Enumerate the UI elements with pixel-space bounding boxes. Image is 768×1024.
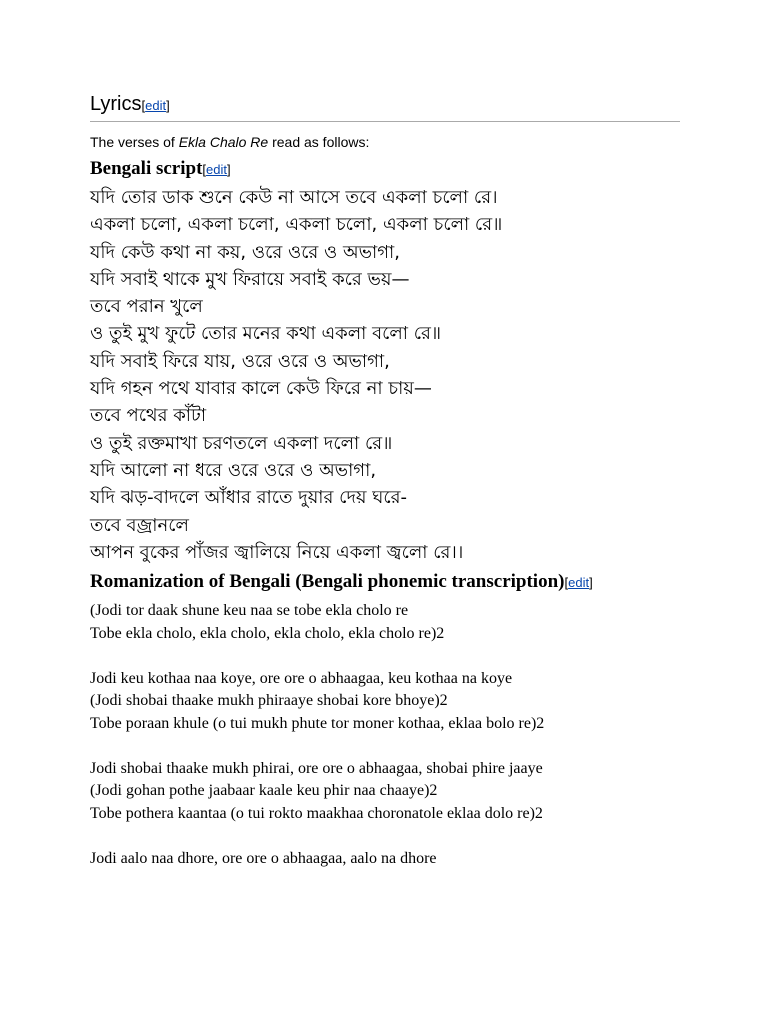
romanized-lyric-line: Jodi aalo naa dhore, ore ore o abhaagaa, aalo na dhore bbox=[90, 849, 437, 867]
song-title: Ekla Chalo Re bbox=[178, 134, 269, 150]
bengali-lyric-line: ও তুই মুখ ফুটে তোর মনের কথা একলা বলো রে॥ bbox=[90, 323, 442, 345]
bengali-lyric-line: একলা চলো, একলা চলো, একলা চলো, একলা চলো রে॥ bbox=[90, 214, 503, 236]
bengali-lyric-line: যদি তোর ডাক শুনে কেউ না আসে তবে একলা চলো রে। bbox=[90, 187, 498, 208]
stanza-break bbox=[90, 735, 680, 758]
romanized-lyrics bbox=[90, 600, 680, 870]
bengali-lyric-line: ও তুই রক্তমাখা চরণতলে একলা দলো রে॥ bbox=[90, 432, 393, 454]
intro-suffix: read as follows: bbox=[268, 134, 370, 150]
bengali-script-heading-text: Bengali script bbox=[90, 158, 203, 179]
bengali-lyric-line: আপন বুকের পাঁজর জ্বালিয়ে নিয়ে একলা জ্বলো রে।। bbox=[90, 541, 464, 563]
lyrics-edit-link[interactable]: edit bbox=[145, 98, 167, 113]
romanized-lyric-line: (Jodi tor daak shune keu naa se tobe ekla cholo re bbox=[90, 602, 409, 620]
romanization-edit-section: [edit] bbox=[564, 575, 593, 591]
bengali-edit-link[interactable]: edit bbox=[206, 162, 228, 177]
romanized-lyric-line: (Jodi shobai thaake mukh phiraaye shobai kore bhoye)2 bbox=[90, 692, 448, 710]
bengali-lyric-line: যদি ঝড়-বাদলে আঁধার রাতে দুয়ার দেয় ঘরে- bbox=[90, 487, 407, 509]
lyrics-heading bbox=[90, 92, 680, 122]
bengali-lyric-line: যদি কেউ কথা না কয়, ওরে ওরে ও অভাগা, bbox=[90, 241, 400, 263]
bengali-lyric-line: তবে বজ্রানলে bbox=[90, 514, 189, 536]
romanized-lyric-line: (Jodi gohan pothe jaabaar kaale keu phir naa chaaye)2 bbox=[90, 782, 438, 800]
romanized-lyric-line: Jodi keu kothaa naa koye, ore ore o abhaagaa, keu kothaa na koye bbox=[90, 669, 513, 687]
intro-paragraph bbox=[90, 134, 680, 151]
bengali-lyrics bbox=[90, 184, 680, 566]
bengali-lyric-line: তবে পরান খুলে bbox=[90, 296, 203, 318]
lyrics-heading-text: Lyrics bbox=[90, 93, 142, 115]
romanization-edit-link[interactable]: edit bbox=[568, 575, 590, 591]
article-content bbox=[90, 92, 680, 870]
romanized-lyric-line: Tobe poraan khule (o tui mukh phute tor moner kothaa, eklaa bolo re)2 bbox=[90, 714, 545, 732]
romanized-lyric-line: Tobe pothera kaantaa (o tui rokto maakhaa choronatole eklaa dolo re)2 bbox=[90, 804, 543, 822]
romanization-heading-text: Romanization of Bengali (Bengali phonemic transcription) bbox=[90, 571, 565, 593]
romanization-heading bbox=[90, 570, 680, 595]
bengali-lyric-line: যদি সবাই থাকে মুখ ফিরায়ে সবাই করে ভয়— bbox=[90, 268, 410, 290]
bengali-lyric-line: যদি সবাই ফিরে যায়, ওরে ওরে ও অভাগা, bbox=[90, 350, 390, 372]
bengali-lyric-line: যদি আলো না ধরে ওরে ওরে ও অভাগা, bbox=[90, 459, 377, 481]
bengali-script-heading bbox=[90, 157, 680, 182]
lyrics-edit-section: [edit] bbox=[141, 98, 170, 113]
bengali-lyric-line: তবে পথের কাঁটা bbox=[90, 405, 207, 427]
intro-prefix: The verses of bbox=[90, 134, 179, 150]
bengali-edit-section: [edit] bbox=[202, 162, 231, 177]
romanized-lyric-line: Jodi shobai thaake mukh phirai, ore ore o abhaagaa, shobai phire jaaye bbox=[90, 759, 543, 777]
bengali-lyric-line: যদি গহন পথে যাবার কালে কেউ ফিরে না চায়— bbox=[90, 378, 432, 400]
stanza-break bbox=[90, 825, 680, 848]
stanza-break bbox=[90, 645, 680, 668]
romanized-lyric-line: Tobe ekla cholo, ekla cholo, ekla cholo, ekla cholo re)2 bbox=[90, 624, 445, 642]
